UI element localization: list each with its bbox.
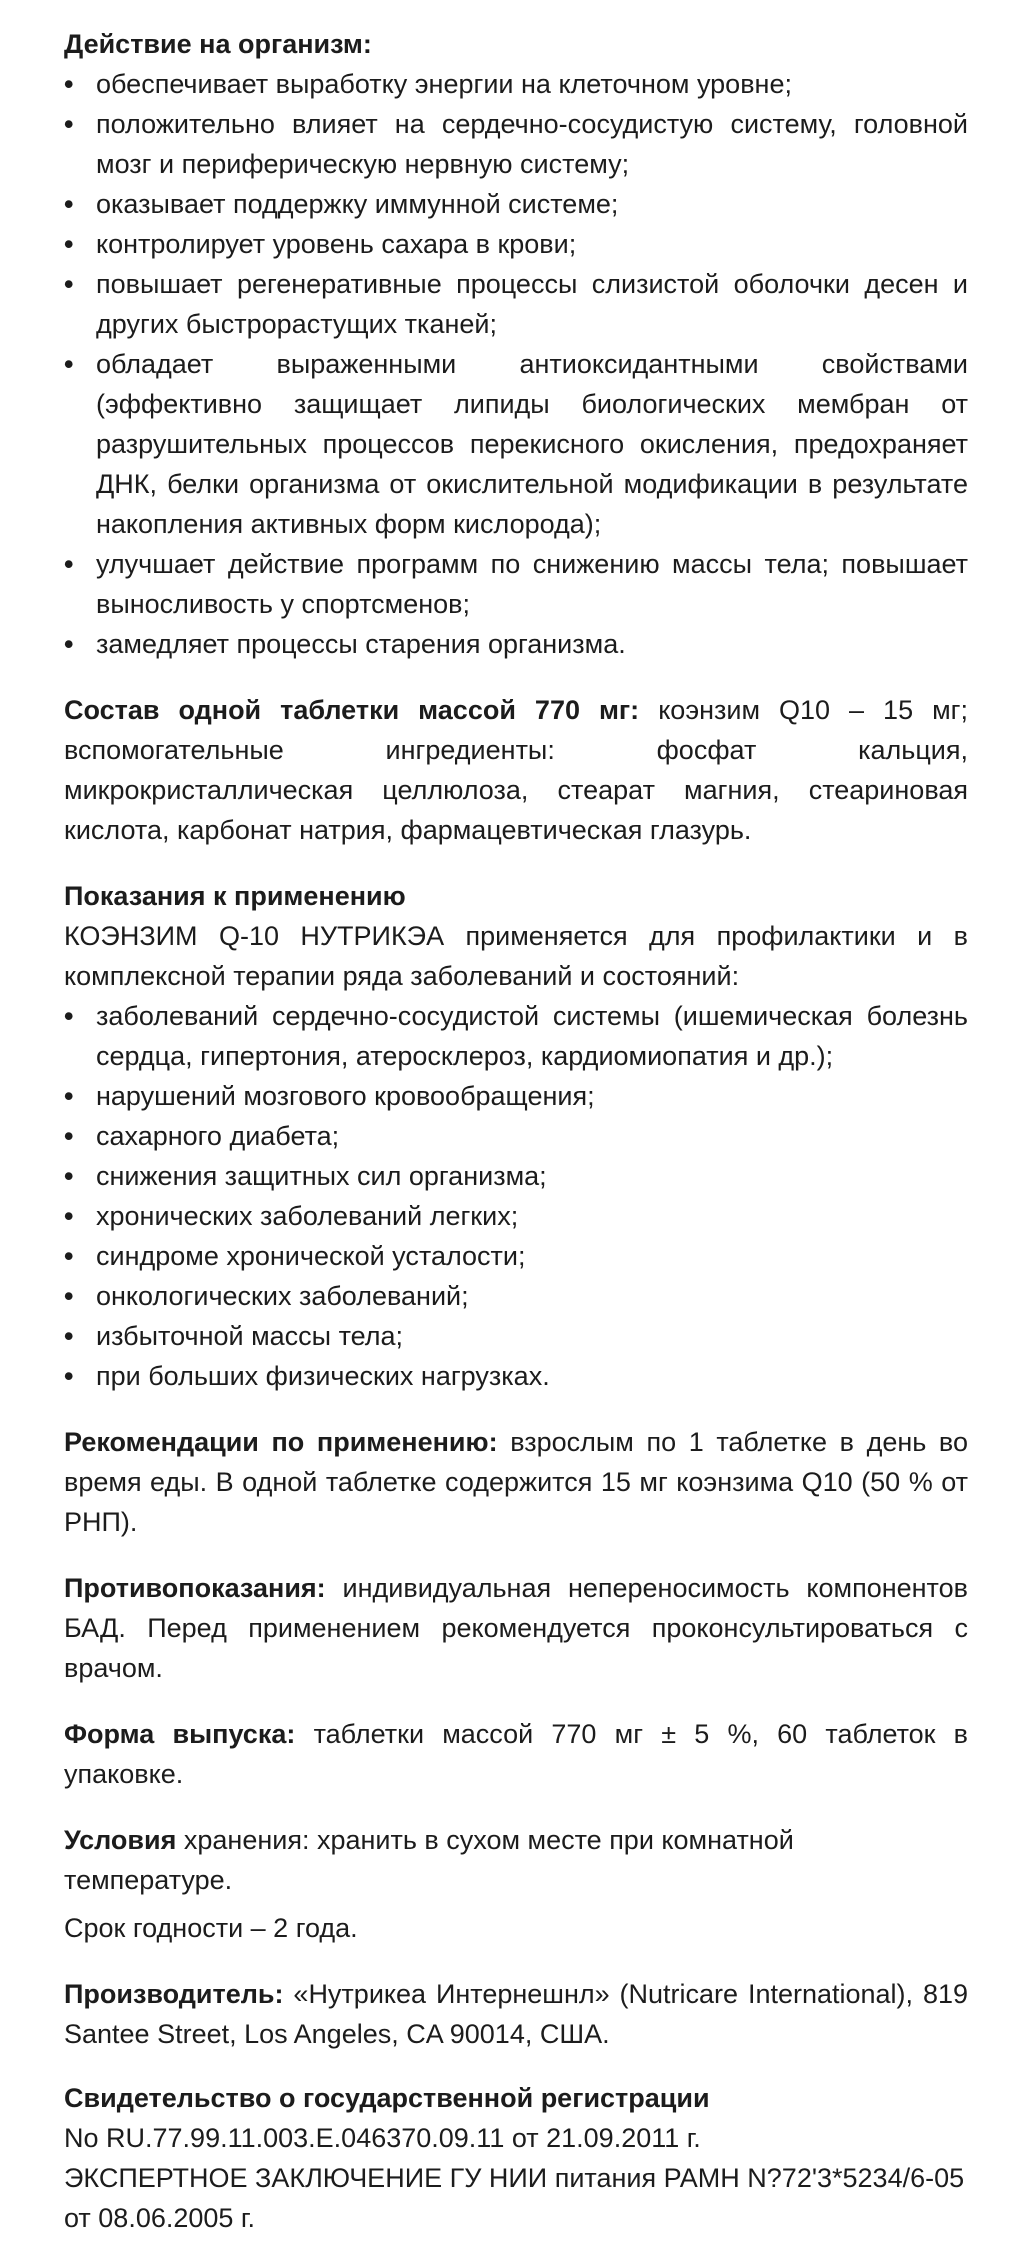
contraindications-text: индивидуальная непереносимость компонентов БАД. Перед применением рекомендуется проконсультироваться с врачом. <box>64 1573 968 1683</box>
form-label: Форма выпуска: <box>64 1719 296 1749</box>
action-item: • оказывает поддержку иммунной системе; <box>64 184 968 224</box>
composition-text: коэнзим Q10 – 15 мг; вспомогательные ингредиенты: фосфат кальция, микрокристаллическая целлюлоза, стеарат магния, стеариновая кислота, карбонат натрия, фармацевтическая глазурь. <box>64 695 968 845</box>
action-item: • положительно влияет на сердечно-сосудистую систему, головной мозг и периферическую нервную систему; <box>64 104 968 184</box>
shelf-life: Срок годности – 2 года. <box>64 1913 358 1943</box>
action-item: • повышает регенеративные процессы слизистой оболочки десен и других быстрорастущих тканей; <box>64 264 968 344</box>
action-item: • обладает выраженными антиоксидантными свойствами (эффективно защищает липиды биологических мембран от разрушительных процессов перекисного окисления, предохраняет ДНК, белки организма от окислительной модификации в результате накопления активных форм кислорода); <box>64 344 968 544</box>
form-text: таблетки массой 770 мг ± 5 %, 60 таблеток в упаковке. <box>64 1719 969 1789</box>
indication-item: • хронических заболеваний легких; <box>64 1196 968 1236</box>
manufacturer-paragraph <box>64 1974 968 2054</box>
indication-item: • снижения защитных сил организма; <box>64 1156 968 1196</box>
contraindications-label: Противопоказания: <box>64 1573 326 1603</box>
action-item: • обеспечивает выработку энергии на клеточном уровне; <box>64 64 968 104</box>
indications-heading: Показания к применению <box>64 881 406 911</box>
recommendations-label: Рекомендации по применению: <box>64 1427 498 1457</box>
action-item: • контролирует уровень сахара в крови; <box>64 224 968 264</box>
indication-item: • нарушений мозгового кровообращения; <box>64 1076 968 1116</box>
storage-paragraph <box>64 1820 968 1900</box>
indications-section <box>64 876 968 1396</box>
indication-item: • сахарного диабета; <box>64 1116 968 1156</box>
indication-item: • онкологических заболеваний; <box>64 1276 968 1316</box>
recommendations-paragraph <box>64 1422 968 1542</box>
manufacturer-text: «Нутрикеа Интернешнл» (Nutricare International), 819 Santee Street, Los Angeles, CA 90014, США. <box>64 1979 968 2049</box>
expert-conclusion: ЭКСПЕРТНОЕ ЗАКЛЮЧЕНИЕ ГУ НИИ питания РАМН N?72'3*5234/6-05 от 08.06.2005 г. <box>64 2163 965 2233</box>
composition-label: Состав одной таблетки массой 770 мг: <box>64 695 640 725</box>
registration-section <box>64 2078 968 2238</box>
action-list <box>64 64 968 664</box>
storage-text: хранения: хранить в сухом месте при комнатной температуре. <box>64 1825 794 1895</box>
action-heading: Действие на организм: <box>64 29 372 59</box>
form-paragraph <box>64 1714 968 1794</box>
action-item: • улучшает действие программ по снижению массы тела; повышает выносливость у спортсменов; <box>64 544 968 624</box>
indication-item: • избыточной массы тела; <box>64 1316 968 1356</box>
indications-intro: КОЭНЗИМ Q-10 НУТРИКЭА применяется для профилактики и в комплексной терапии ряда заболеваний и состояний: <box>64 921 968 991</box>
recommendations-text: взрослым по 1 таблетке в день во время еды. В одной таблетке содержится 15 мг коэнзима Q10 (50 % от РНП). <box>64 1427 968 1537</box>
document-body <box>64 24 968 2238</box>
composition-paragraph <box>64 690 968 850</box>
indication-item: • при больших физических нагрузках. <box>64 1356 968 1396</box>
indication-item: • заболеваний сердечно-сосудистой системы (ишемическая болезнь сердца, гипертония, атеросклероз, кардиомиопатия и др.); <box>64 996 968 1076</box>
contraindications-paragraph <box>64 1568 968 1688</box>
storage-label: Условия <box>64 1825 177 1855</box>
action-section <box>64 24 968 664</box>
registration-heading: Свидетельство о государственной регистрации <box>64 2083 710 2113</box>
indications-list <box>64 996 968 1396</box>
registration-number: No RU.77.99.11.003.Е.046370.09.11 от 21.09.2011 г. <box>64 2123 701 2153</box>
indication-item: • синдроме хронической усталости; <box>64 1236 968 1276</box>
action-item: • замедляет процессы старения организма. <box>64 624 968 664</box>
manufacturer-label: Производитель: <box>64 1979 284 2009</box>
